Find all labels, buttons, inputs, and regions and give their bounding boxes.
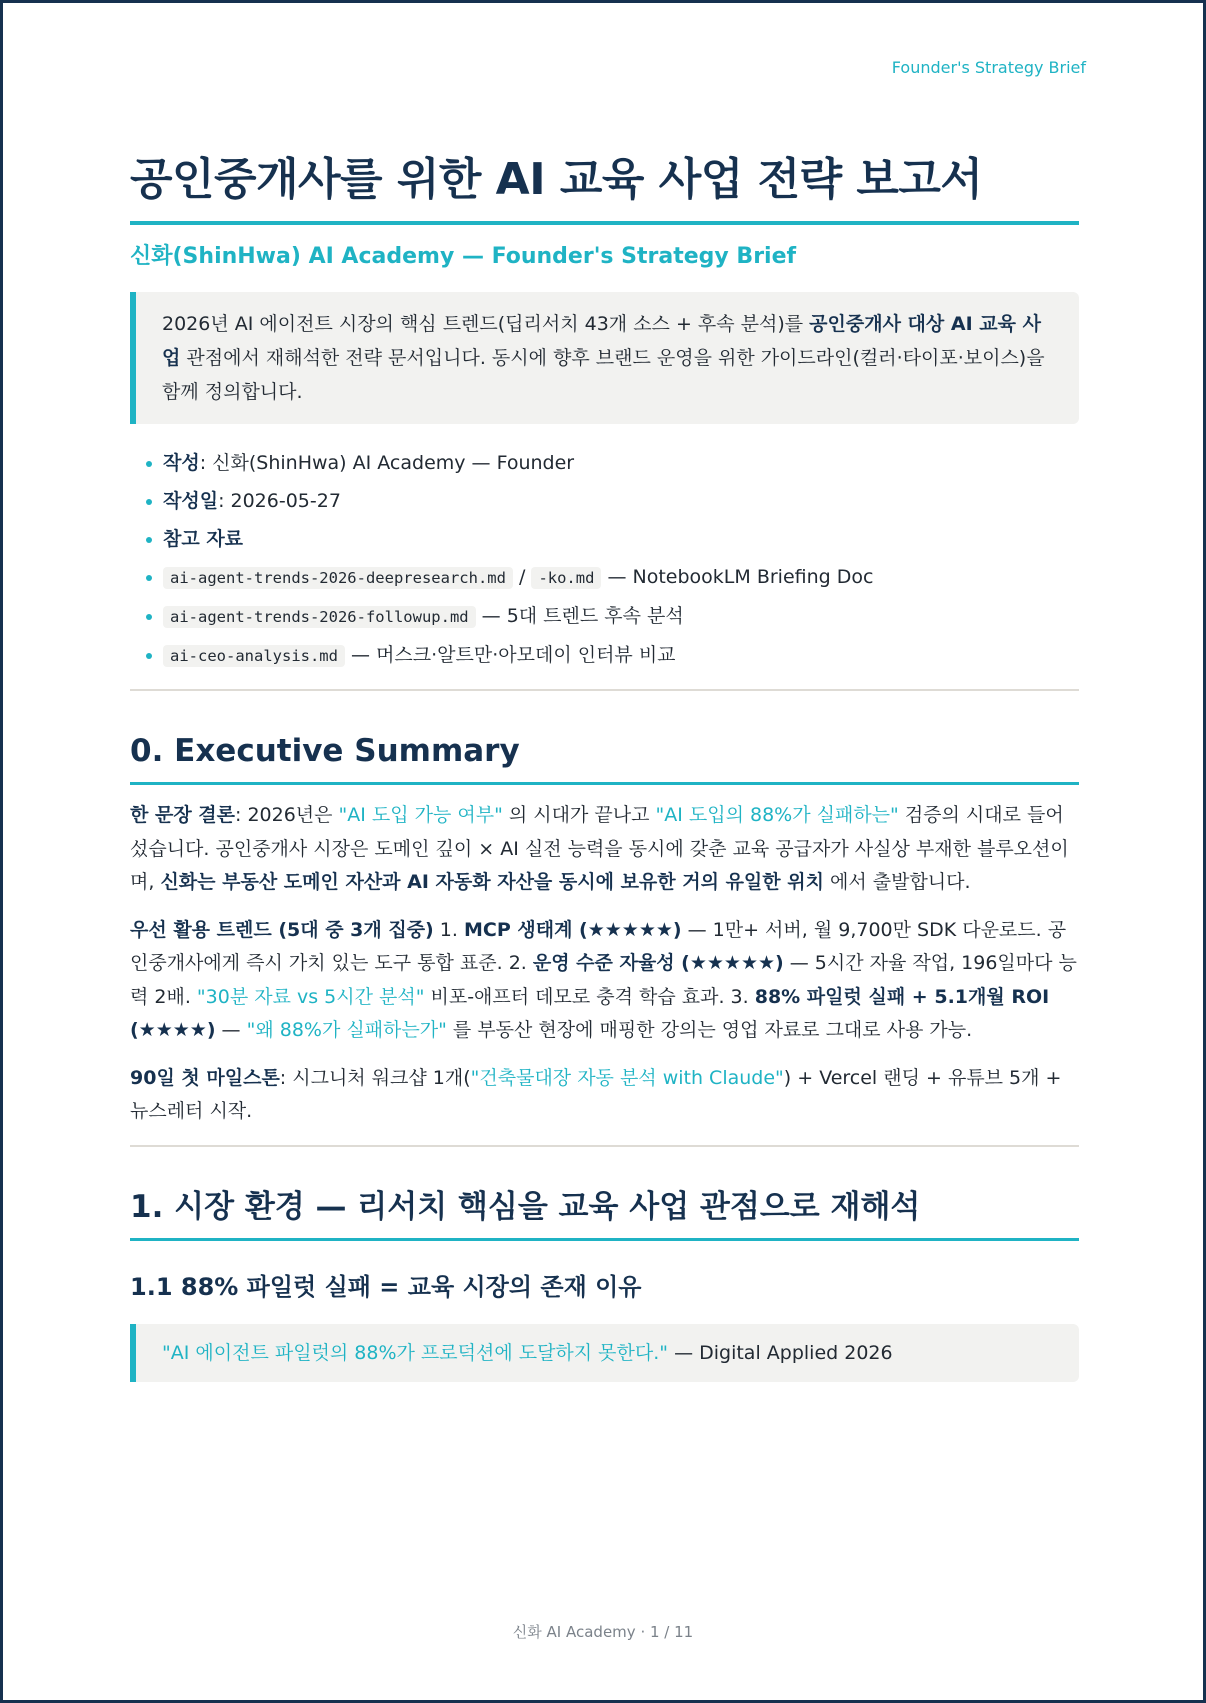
intro-text: 2026년 AI 에이전트 시장의 핵심 트렌드(딥리서치 43개 소스 + 후속 분석)를 [162,313,810,335]
reference-file: ai-ceo-analysis.md [163,645,345,667]
meta-value: : 2026-05-27 [218,490,341,512]
running-header: Founder's Strategy Brief [891,58,1086,77]
paragraph-bold: 88% 파일럿 실패 + 5.1개월 ROI (★★★★) [130,985,1050,1041]
section-heading-executive-summary: 0. Executive Summary [130,731,1079,785]
meta-author [146,444,1079,482]
highlight-quote: "AI 도입의 88%가 실패하는" [655,804,899,826]
meta-references [146,520,1079,558]
page-footer: 신화 AI Academy · 1 / 11 [512,1623,694,1641]
paragraph-label: 한 문장 결론 [130,804,235,826]
paragraph-text: : 시그니처 워크샵 1개( [279,1066,471,1089]
section-heading-market: 1. 시장 환경 — 리서치 핵심을 교육 사업 관점으로 재해석 [130,1187,1079,1241]
paragraph-label: 90일 첫 마일스톤 [130,1066,280,1089]
paragraph-bold: 신화는 부동산 도메인 자산과 AI 자동화 자산을 동시에 보유한 거의 유일한 위치 [160,871,824,893]
paragraph-text: 검증의 시대로 들어섰습니다. 공인중개사 시장은 도메인 깊이 × AI 실전 능력을 동시에 갖춘 교육 공급자가 사실상 부재한 블루오션이며, [130,804,1069,893]
intro-text: 관점에서 재해석한 전략 문서입니다. 동시에 향후 브랜드 운영을 위한 가이드라인(컬러·타이포·보이스)을 함께 정의합니다. [162,347,1045,403]
document-title: 공인중개사를 위한 AI 교육 사업 전략 보고서 [130,153,1079,225]
quote-source: — Digital Applied 2026 [668,1341,893,1364]
reference-item [146,558,1079,597]
paragraph-bold: MCP 생태계 (★★★★★) [463,918,682,941]
intro-callout [130,292,1079,424]
highlight-quote: "30분 자료 vs 5시간 분석" [196,985,425,1008]
divider [130,689,1079,691]
reference-file: ai-agent-trends-2026-followup.md [163,606,476,628]
highlight-quote: "AI 도입 가능 여부" [338,804,503,826]
paragraph-text: : 2026년은 [235,804,339,826]
paragraph-text: — 5시간 자율 작업, 196일마다 능력 2배. [130,952,1077,1008]
summary-paragraph-conclusion [130,799,1079,900]
meta-label: 작성일 [163,490,219,512]
meta-list [130,444,1079,675]
reference-file: ai-agent-trends-2026-deepresearch.md [163,567,513,589]
reference-separator: / [512,566,532,588]
paragraph-bold: 운영 수준 자율성 (★★★★★) [532,952,784,974]
paragraph-text: — [215,1019,247,1041]
paragraph-text: 에서 출발합니다. [823,871,971,893]
quote-text: "AI 에이전트 파일럿의 88%가 프로덕션에 도달하지 못한다." [162,1341,669,1364]
reference-desc: — NotebookLM Briefing Doc [601,566,874,588]
meta-label: 참고 자료 [163,528,244,550]
paragraph-label: 우선 활용 트렌드 (5대 중 3개 집중) [130,918,434,941]
paragraph-text: 를 부동산 현장에 매핑한 강의는 영업 자료로 그대로 사용 가능. [446,1019,973,1041]
subsection-heading: 1.1 88% 파일럿 실패 = 교육 시장의 존재 이유 [130,1272,642,1301]
reference-item [146,597,1079,636]
reference-item [146,636,1079,675]
paragraph-text: — 1만+ 서버, 월 9,700만 SDK 다운로드. 공인중개사에게 즉시 가치 있는 도구 통합 표준. 2. [130,918,1067,974]
meta-value: : 신화(ShinHwa) AI Academy — Founder [199,452,575,474]
blockquote [130,1324,1079,1382]
paragraph-text: 1. [433,918,464,941]
highlight-quote: "건축물대장 자동 분석 with Claude" [470,1066,784,1089]
summary-paragraph-trends [130,914,1079,1048]
intro-bold: 공인중개사 대상 AI 교육 사업 [162,313,1041,369]
document-subtitle: 신화(ShinHwa) AI Academy — Founder's Strategy Brief [130,244,797,269]
reference-desc: — 5대 트렌드 후속 분석 [475,605,684,627]
divider [130,1145,1079,1147]
paragraph-text: 의 시대가 끝나고 [502,804,656,826]
paragraph-text: ) + Vercel 랜딩 + 유튜브 5개 + 뉴스레터 시작. [130,1066,1062,1122]
summary-paragraph-milestone [130,1062,1079,1129]
highlight-quote: "왜 88%가 실패하는가" [246,1019,447,1041]
meta-date [146,482,1079,520]
reference-file: -ko.md [531,567,601,589]
reference-desc: — 머스크·알트만·아모데이 인터뷰 비교 [344,644,676,666]
paragraph-text: 비포-애프터 데모로 충격 학습 효과. 3. [424,985,755,1008]
page-content [130,153,1079,1382]
meta-label: 작성 [163,452,200,474]
